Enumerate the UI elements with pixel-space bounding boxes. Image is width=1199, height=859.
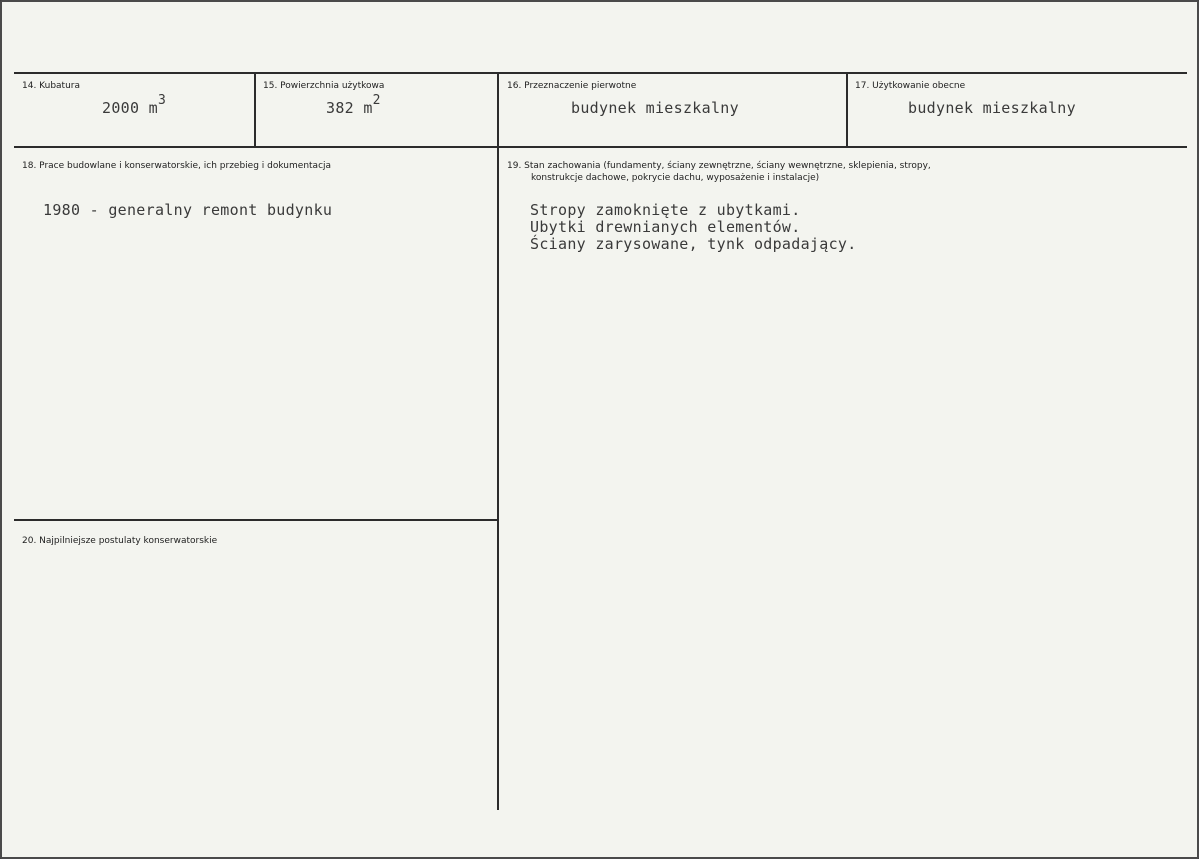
field-15-value	[326, 93, 381, 117]
field-15-exponent: 2	[372, 93, 381, 108]
field-14-value	[102, 93, 167, 117]
condition-line: Ubytki drewnianych elementów.	[530, 218, 801, 236]
field-16-label: 16. Przeznaczenie pierwotne	[507, 81, 637, 91]
field-17-value: budynek mieszkalny	[908, 99, 1076, 117]
col-divider-2	[497, 73, 499, 810]
condition-line: Ściany zarysowane, tynk odpadający.	[530, 235, 857, 253]
field-18-value: 1980 - generalny remont budynku	[43, 201, 333, 219]
field-17-label: 17. Użytkowanie obecne	[855, 81, 966, 91]
field-20-label: 20. Najpilniejsze postulaty konserwatorskie	[22, 536, 218, 546]
field-14-number: 2000 m	[102, 99, 158, 117]
col-divider-3	[846, 73, 848, 147]
col-divider-1	[254, 73, 256, 147]
field-15-label: 15. Powierzchnia użytkowa	[263, 81, 385, 91]
field-19-label-line1: 19. Stan zachowania (fundamenty, ściany zewnętrzne, ściany wewnętrzne, sklepienia, stropy,	[507, 161, 931, 171]
field-14-label: 14. Kubatura	[22, 81, 81, 91]
field-19-label-line2: konstrukcje dachowe, pokrycie dachu, wyposażenie i instalacje)	[531, 173, 820, 183]
field-19-value	[530, 202, 857, 253]
condition-line: Stropy zamoknięte z ubytkami.	[530, 201, 801, 219]
section-divider	[14, 519, 498, 521]
top-rule	[14, 72, 1187, 74]
field-15-number: 382 m	[326, 99, 373, 117]
field-14-exponent: 3	[158, 93, 167, 108]
row-divider	[14, 146, 1187, 148]
field-18-label: 18. Prace budowlane i konserwatorskie, ich przebieg i dokumentacja	[22, 161, 332, 171]
field-16-value: budynek mieszkalny	[571, 99, 739, 117]
